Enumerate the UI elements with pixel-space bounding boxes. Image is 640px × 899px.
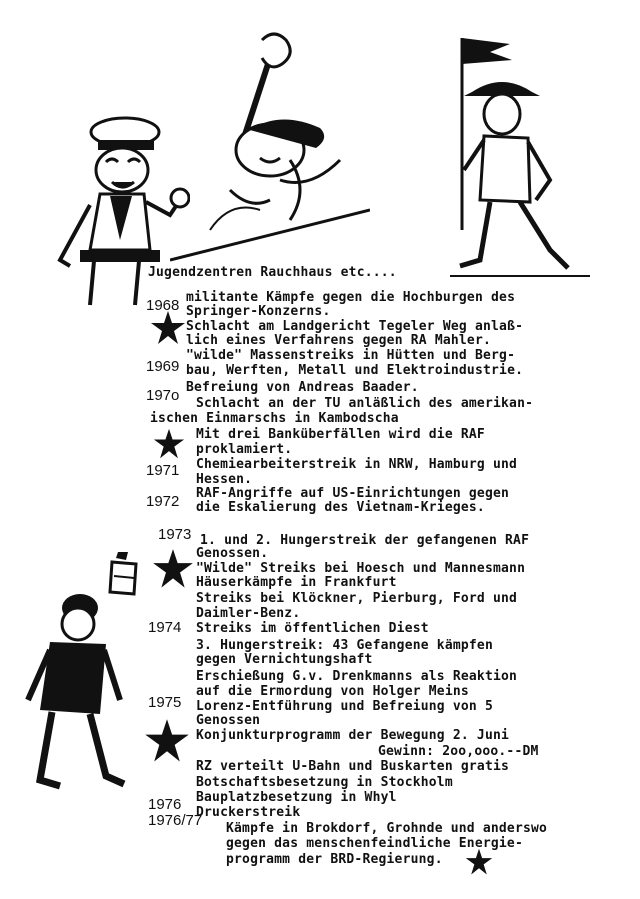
text-line: gegen das menschenfeindliche Energie- [226, 836, 523, 851]
text-line: Schlacht am Landgericht Tegeler Weg anlaß- [186, 319, 524, 334]
star-icon [152, 548, 194, 590]
year-label: 1975 [148, 694, 182, 711]
text-line: RAF-Angriffe auf US-Einrichtungen gegen [196, 486, 510, 501]
text-line: Druckerstreik [196, 805, 301, 820]
text-line: RZ verteilt U-Bahn und Buskarten gratis [196, 759, 510, 774]
text-line: lich eines Verfahrens gegen RA Mahler. [186, 333, 492, 348]
text-line: Kämpfe in Brokdorf, Grohnde und anderswo [226, 821, 548, 836]
text-line: Streiks bei Klöckner, Pierburg, Ford und [196, 591, 518, 606]
year-label: 1971 [146, 462, 180, 479]
year-label: 1976/77 [148, 812, 203, 829]
text-line: Daimler-Benz. [196, 606, 301, 621]
text-line: Genossen. [196, 546, 269, 561]
text-line: auf die Ermordung von Holger Meins [196, 684, 469, 699]
text-line: Befreiung von Andreas Baader. [186, 380, 419, 395]
text-line: Erschießung G.v. Drenkmanns als Reaktion [196, 669, 518, 684]
text-line: Streiks im öffentlichen Diest [196, 621, 429, 636]
year-label: 1969 [146, 358, 180, 375]
text-line: Gewinn: 2oo,ooo.--DM [378, 744, 539, 759]
year-label: 197o [146, 387, 180, 404]
cartoon-scout-with-flag-illustration [450, 30, 590, 290]
star-icon [465, 848, 493, 876]
text-line: Hessen. [196, 472, 253, 487]
molotov-bottle-illustration [104, 548, 144, 598]
cartoon-policeman-illustration [40, 110, 190, 310]
text-line: 1. und 2. Hungerstreik der gefangenen RAF [200, 533, 530, 548]
star-icon [150, 310, 186, 346]
text-line: gegen Vernichtungshaft [196, 652, 373, 667]
text-line: proklamiert. [196, 442, 293, 457]
year-label: 1976 [148, 796, 182, 813]
text-line: Bauplatzbesetzung in Whyl [196, 790, 397, 805]
text-line: programm der BRD-Regierung. [226, 852, 443, 867]
star-icon [153, 428, 185, 460]
year-label: 1973 [158, 526, 192, 543]
page-heading: Jugendzentren Rauchhaus etc.... [148, 265, 397, 280]
text-line: Genossen [196, 713, 261, 728]
text-line: "Wilde" Streiks bei Hoesch und Mannesmann [196, 561, 526, 576]
cartoon-attacker-with-club-illustration [170, 30, 370, 270]
text-line: ischen Einmarschs in Kambodscha [150, 411, 399, 426]
text-line: Springer-Konzerns. [186, 304, 331, 319]
cartoon-walking-man-illustration [20, 590, 130, 800]
year-label: 1974 [148, 619, 182, 636]
text-line: die Eskalierung des Vietnam-Krieges. [196, 500, 485, 515]
text-line: Konjunkturprogramm der Bewegung 2. Juni [196, 728, 510, 743]
star-icon [144, 718, 190, 764]
text-line: bau, Werften, Metall und Elektroindustrie. [186, 363, 524, 378]
text-line: Chemiearbeiterstreik in NRW, Hamburg und [196, 457, 518, 472]
text-line: Schlacht an der TU anläßlich des amerikan- [196, 396, 534, 411]
text-line: militante Kämpfe gegen die Hochburgen des [186, 290, 516, 305]
text-line: Botschaftsbesetzung in Stockholm [196, 775, 453, 790]
text-line: Häuserkämpfe in Frankfurt [196, 575, 397, 590]
text-line: "wilde" Massenstreiks in Hütten und Berg- [186, 348, 516, 363]
text-line: Lorenz-Entführung und Befreiung von 5 [196, 699, 493, 714]
text-line: 3. Hungerstreik: 43 Gefangene kämpfen [196, 638, 493, 653]
year-label: 1968 [146, 297, 180, 314]
text-line: Mit drei Banküberfällen wird die RAF [196, 427, 485, 442]
year-label: 1972 [146, 493, 180, 510]
